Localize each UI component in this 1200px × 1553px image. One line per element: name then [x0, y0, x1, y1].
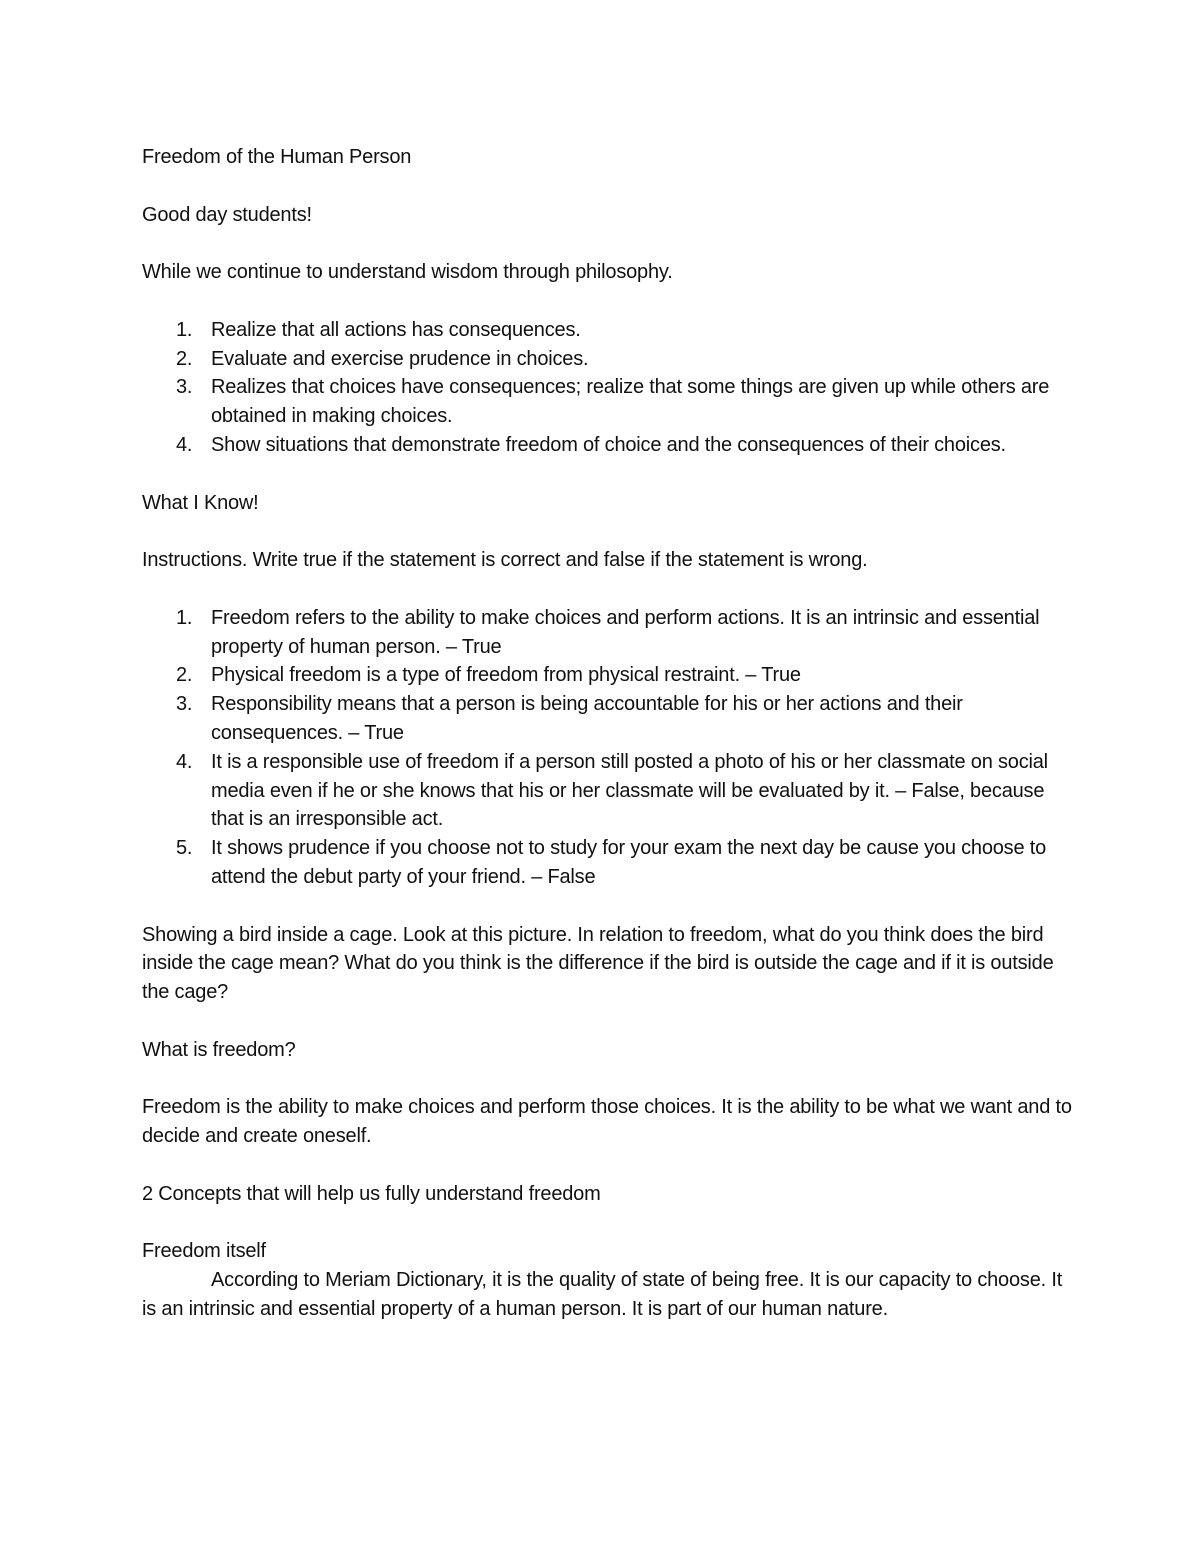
list-number: 2. — [176, 347, 193, 370]
list-number: 4. — [176, 433, 193, 456]
list-item — [142, 316, 1072, 345]
concepts-heading: 2 Concepts that will help us fully understand freedom — [142, 1182, 601, 1205]
document-title: Freedom of the Human Person — [142, 146, 412, 168]
list-item — [142, 604, 1072, 662]
list-item — [142, 690, 1072, 748]
list-item-text: Evaluate and exercise prudence in choices. — [211, 347, 589, 370]
list-item-text: It shows prudence if you choose not to study for your exam the next day be cause you choose to attend the debut party of your friend. – False — [211, 837, 1047, 888]
greeting: Good day students! — [142, 203, 312, 226]
list-number: 3. — [176, 693, 193, 716]
list-number: 2. — [176, 664, 193, 687]
list-number: 4. — [176, 750, 193, 773]
freedom-itself-heading: Freedom itself — [142, 1240, 266, 1263]
freedom-definition-text: Freedom is the ability to make choices and perform those choices. It is the ability to be what we want and to decide and create oneself. — [142, 1096, 1072, 1148]
list-item-text: Realize that all actions has consequences. — [211, 318, 581, 341]
list-item — [142, 345, 1072, 374]
list-number: 5. — [176, 837, 193, 860]
list-item-text: Realizes that choices have consequences; realize that some things are given up while others are obtained in making choices. — [211, 376, 1050, 428]
what-is-freedom-heading: What is freedom? — [142, 1038, 296, 1061]
list-item — [142, 431, 1072, 460]
document-page — [142, 143, 1072, 1324]
list-number: 1. — [176, 606, 193, 629]
list-item-text: Physical freedom is a type of freedom from physical restraint. – True — [211, 664, 801, 687]
list-item-text: Show situations that demonstrate freedom of choice and the consequences of their choices. — [211, 433, 1006, 456]
intro-text: While we continue to understand wisdom through philosophy. — [142, 261, 673, 284]
what-i-know-heading: What I Know! — [142, 491, 259, 514]
list-item-text: Responsibility means that a person is being accountable for his or her actions and their consequences. – True — [211, 693, 963, 744]
objectives-list — [142, 316, 1072, 460]
freedom-itself-text: According to Meriam Dictionary, it is the quality of state of being free. It is our capacity to choose. It is an intrinsic and essential property of a human person. It is part of our human nature. — [142, 1269, 1063, 1320]
list-item — [142, 748, 1072, 834]
list-item-text: It is a responsible use of freedom if a person still posted a photo of his or her classmate on social media even if he or she knows that his or her classmate will be evaluated by it. – False, because that is an irresponsible act. — [211, 750, 1048, 831]
list-item-text: Freedom refers to the ability to make choices and perform actions. It is an intrinsic and essential property of human person. – True — [211, 606, 1040, 658]
list-number: 1. — [176, 318, 193, 341]
instructions-text: Instructions. Write true if the statement is correct and false if the statement is wrong. — [142, 549, 868, 572]
quiz-list — [142, 604, 1072, 892]
list-number: 3. — [176, 376, 193, 399]
list-item — [142, 834, 1072, 892]
list-item — [142, 373, 1072, 431]
bird-prompt-text: Showing a bird inside a cage. Look at this picture. In relation to freedom, what do you think does the bird inside the cage mean? What do you think is the difference if the bird is outside the cage and if it is outside the cage? — [142, 923, 1054, 1004]
list-item — [142, 661, 1072, 690]
